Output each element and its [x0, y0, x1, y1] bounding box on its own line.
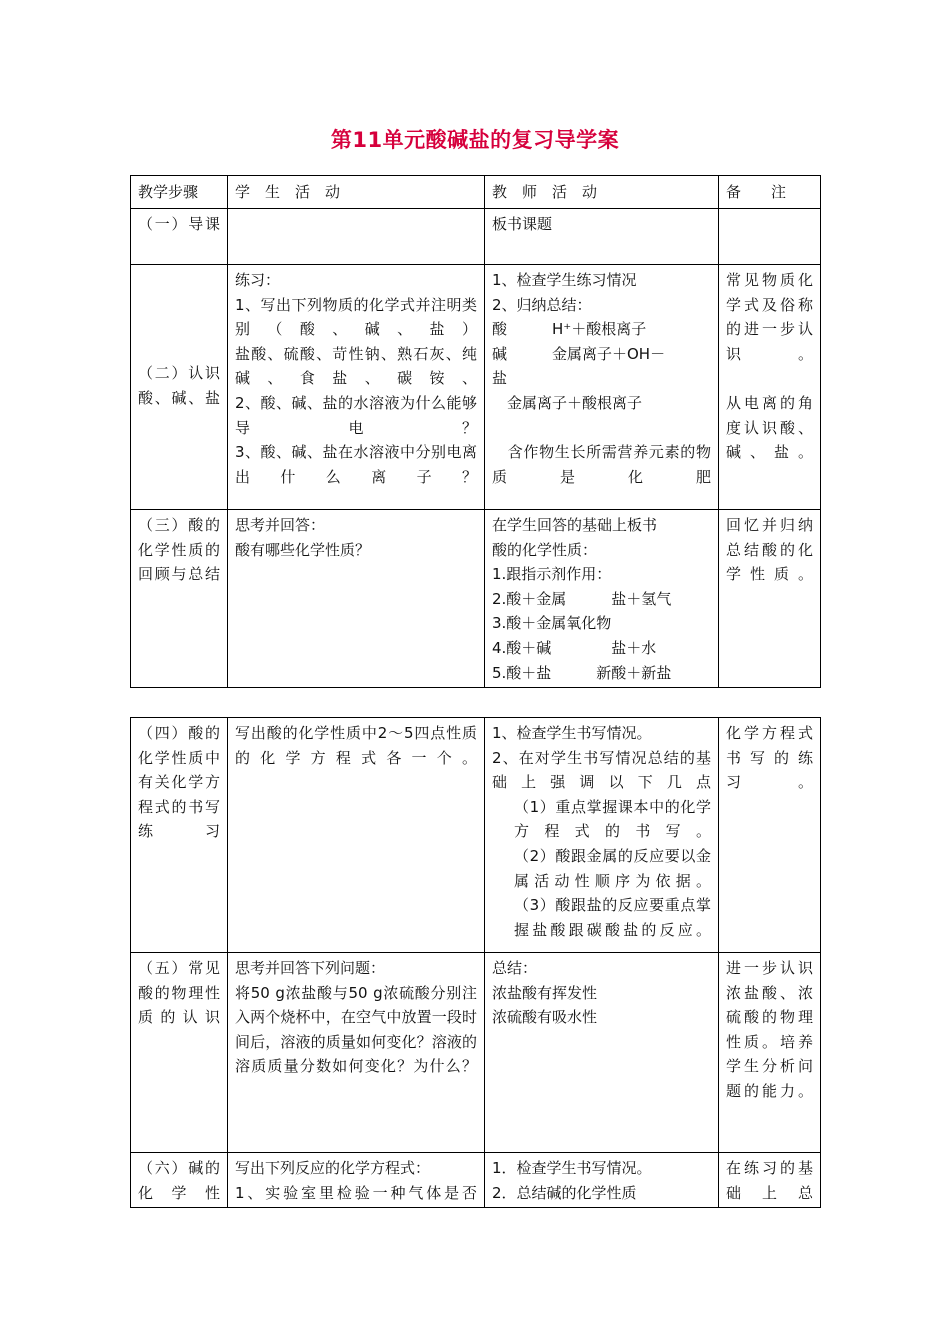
table-row — [131, 265, 821, 510]
lesson-plan-table-part-2 — [130, 717, 821, 1208]
text-line: （3）酸跟盐的反应要重点掌握盐酸跟碳酸盐的反应。 — [514, 896, 711, 939]
notes-cell: 化学方程式书写的练习。 — [719, 718, 821, 953]
student-activity-cell: 写出酸的化学性质中2～5四点性质的化学方程式各一个。 — [228, 718, 485, 953]
lesson-plan-table-part-1 — [130, 175, 821, 688]
text-line: 1、实验室里检验一种气体是否 — [235, 1183, 477, 1202]
text-line — [492, 416, 711, 441]
table-row — [131, 1153, 821, 1208]
teacher-activity-cell — [485, 510, 719, 688]
step-cell: （五）常见酸的物理性质的认识 — [131, 953, 228, 1153]
text-line: 思考并回答： — [235, 516, 326, 534]
teacher-activity-cell — [485, 953, 719, 1153]
step-cell: （六）碱的化学性 — [131, 1153, 228, 1208]
table-row — [131, 209, 821, 265]
table-header-row — [131, 176, 821, 209]
step-cell: （三）酸的化学性质的回顾与总结 — [131, 510, 228, 688]
text-line: 金属离子＋酸根离子 — [492, 393, 643, 412]
header-teacher-activity: 教 师 活 动 — [485, 176, 719, 209]
text-line: 将50 g浓盐酸与50 g浓硫酸分别注入两个烧杯中，在空气中放置一段时间后，溶液的质量如何变化？溶液的溶质质量分数如何变化？为什么？ — [235, 983, 477, 1076]
notes-cell — [719, 209, 821, 265]
text-line: 1．检查学生书写情况。 — [492, 1159, 652, 1177]
notes-cell: 回忆并归纳总结酸的化学性质。 — [719, 510, 821, 688]
text-line: 5.酸＋盐 新酸＋新盐 — [492, 663, 672, 682]
text-line: 写出下列反应的化学方程式： — [235, 1159, 431, 1177]
header-step: 教学步骤 — [131, 176, 228, 209]
table-row — [131, 718, 821, 953]
notes-cell: 在练习的基础上总 — [719, 1153, 821, 1208]
table-row — [131, 953, 821, 1153]
text-line: 酸的化学性质： — [492, 540, 598, 559]
notes-cell: 进一步认识浓盐酸、浓硫酸的物理性质。培养学生分析问题的能力。 — [719, 953, 821, 1153]
text-line: 3.酸＋金属氧化物 — [492, 614, 612, 633]
step-cell: （二）认识酸、碱、盐 — [131, 265, 228, 510]
student-activity-cell — [228, 953, 485, 1153]
text-line: 2、酸、碱、盐的水溶液为什么能够导电？ — [235, 393, 477, 437]
table-row — [131, 510, 821, 688]
header-student-activity: 学 生 活 动 — [228, 176, 485, 209]
teacher-activity-cell — [485, 718, 719, 953]
document-title: 第11单元酸碱盐的复习导学案 — [330, 128, 620, 152]
text-line: 盐 — [492, 369, 508, 388]
text-line: 2．总结碱的化学性质 — [492, 1183, 637, 1202]
text-line — [726, 366, 813, 391]
text-line: 从电离的角度认识酸、碱、盐。 — [726, 393, 813, 462]
text-line: 思考并回答下列问题： — [235, 959, 386, 977]
text-line: 含作物生长所需营养元素的物质是化肥 — [492, 443, 711, 486]
text-line: 浓盐酸有挥发性 — [492, 983, 598, 1002]
text-line: 1、写出下列物质的化学式并注明类别（酸、碱、盐） — [235, 295, 477, 339]
text-line: 2.酸＋金属 盐＋氢气 — [492, 589, 672, 608]
text-line: （1）重点掌握课本中的化学方程式的书写。 — [514, 797, 711, 841]
teacher-activity-cell — [485, 265, 719, 510]
text-line: 练习： — [235, 271, 281, 289]
teacher-activity-cell — [485, 1153, 719, 1208]
text-line: 板书课题 — [492, 215, 553, 233]
text-line: 在学生回答的基础上板书 — [492, 516, 658, 534]
text-line: 1、检查学生书写情况。 — [492, 724, 652, 742]
text-line: 酸有哪些化学性质？ — [235, 540, 371, 559]
text-line: 2、归纳总结： — [492, 295, 592, 314]
text-line: 碱 金属离子＋OH－ — [492, 344, 666, 363]
text-line: 浓硫酸有吸水性 — [492, 1008, 598, 1027]
text-line: 盐酸、硫酸、苛性钠、熟石灰、纯碱、食盐、碳铵、 — [235, 344, 477, 388]
step-cell: （一）导课 — [131, 209, 228, 265]
text-line: 1.跟指示剂作用： — [492, 565, 612, 584]
student-activity-cell — [228, 510, 485, 688]
teacher-activity-cell — [485, 209, 719, 265]
step-cell: （四）酸的化学性质中有关化学方程式的书写练习 — [131, 718, 228, 953]
student-activity-cell — [228, 265, 485, 510]
text-line: （2）酸跟金属的反应要以金属活动性顺序为依据。 — [514, 846, 711, 890]
header-notes: 备 注 — [719, 176, 821, 209]
text-line: 酸 H⁺＋酸根离子 — [492, 320, 647, 339]
notes-cell — [719, 265, 821, 510]
text-line: 1、检查学生练习情况 — [492, 271, 637, 289]
text-line: 总结： — [492, 959, 538, 977]
text-line: 4.酸＋碱 盐＋水 — [492, 638, 657, 657]
student-activity-cell — [228, 209, 485, 265]
student-activity-cell — [228, 1153, 485, 1208]
text-line: 3、酸、碱、盐在水溶液中分别电离出什么离子？ — [235, 443, 477, 486]
text-line: 常见物质化学式及俗称的进一步认识。 — [726, 271, 813, 363]
text-line: 2、在对学生书写情况总结的基础上强调以下几点 — [492, 748, 711, 792]
